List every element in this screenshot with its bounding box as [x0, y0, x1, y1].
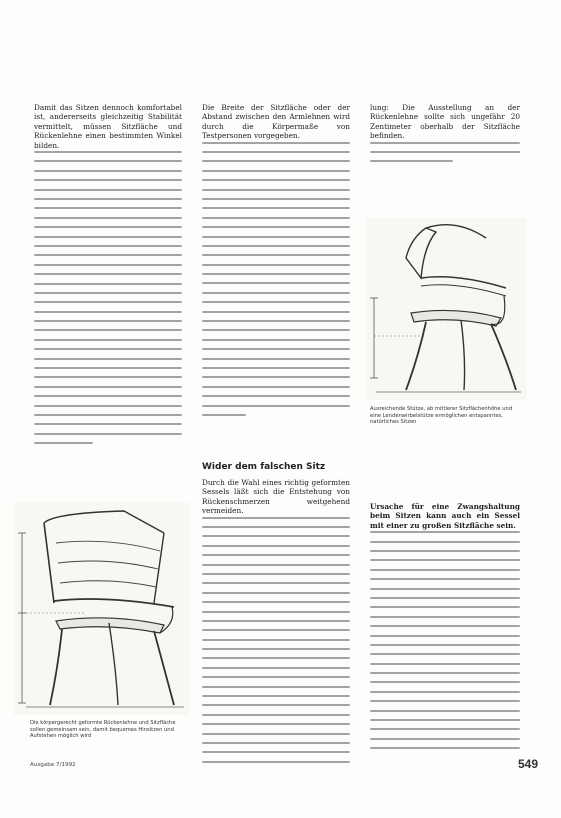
column-3-lines — [370, 142, 520, 163]
column-2b-lines — [202, 517, 350, 763]
section-heading: Wider dem falschen Sitz — [202, 462, 326, 472]
chair-illustration-left — [14, 503, 190, 715]
column-3-text — [370, 103, 520, 170]
column-3b-paragraph: Ursache für eine Zwangshaltung beim Sitzen kann auch ein Sessel mit einer zu großen Sitzfläche sein. — [370, 502, 520, 530]
column-1-text — [34, 103, 182, 452]
column-2-text — [202, 103, 350, 423]
footer-issue: Ausgabe 7/1992 — [30, 762, 76, 768]
column-2-lines — [202, 142, 350, 416]
column-2b-paragraph: Durch die Wahl eines richtig geformten Sessels läßt sich die Entstehung von Rückenschmerzen weitgehend vermeiden. — [202, 478, 350, 516]
column-2-paragraph: Die Breite der Sitzfläche oder der Abstand zwischen den Armlehnen wird durch die Körpermaße von Testpersonen vorgegeben. — [202, 103, 350, 141]
chair-illustration-right — [366, 218, 526, 400]
column-3b-text — [370, 502, 520, 757]
column-3-paragraph: lung: Die Ausstellung an der Rückenlehne sollte sich ungefähr 20 Zentimeter oberhalb der Sitzfläche befinden. — [370, 103, 520, 141]
page-number: 549 — [518, 757, 539, 771]
column-1-lines — [34, 151, 182, 444]
caption-right-figure: Ausreichende Stütze, ab mittlerer Sitzflächenhöhe und eine Lendenwirbelstütze ermöglichen entspanntes, natürliches Sitzen — [370, 406, 513, 426]
caption-left-figure: Die körpergerecht geformte Rückenlehne und Sitzfläche sollen gemeinsam sein, damit bequemes Hinsitzen und Aufstehen möglich wird — [30, 720, 176, 740]
column-3b-lines — [370, 531, 520, 749]
column-2b-text — [202, 478, 350, 770]
column-1-paragraph: Damit das Sitzen dennoch komfortabel ist, andererseits gleichzeitig Stabilität vermittelt, müssen Sitzfläche und Rückenlehne einen bestimmten Winkel bilden. — [34, 103, 182, 150]
